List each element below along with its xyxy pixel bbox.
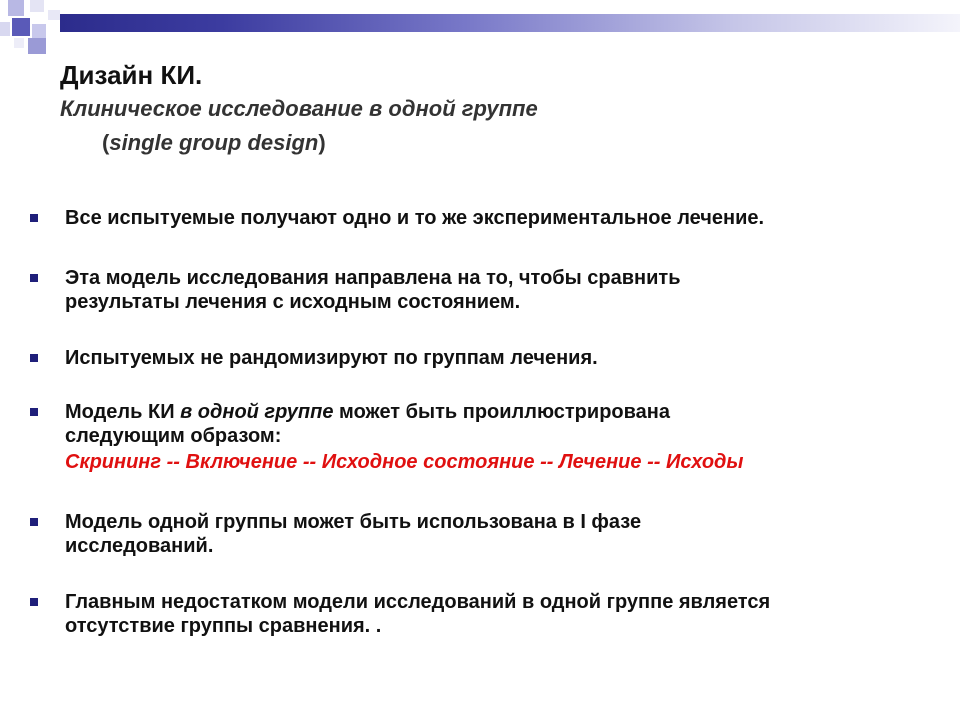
decor-square [32, 24, 46, 38]
bullet-text: Модель одной группы может быть использована в I фазе [65, 511, 642, 533]
bullet-text-italic: в одной группе [180, 401, 334, 423]
bullet-text: отсутствие группы сравнения. . [65, 615, 382, 637]
square-bullet-icon [30, 274, 38, 282]
paren-open: ( [102, 130, 110, 155]
paren-close: ) [318, 130, 326, 155]
bullet-text-part: Модель КИ [65, 401, 181, 423]
slide-title [60, 58, 920, 160]
decor-square [48, 10, 60, 20]
decor-square [0, 22, 10, 36]
bullet-text: исследований. [65, 535, 214, 557]
decor-square [28, 38, 46, 54]
flow-sequence-text: Скрининг -- Включение -- Исходное состояние -- Лечение -- Исходы [65, 451, 744, 473]
decor-square [8, 0, 24, 16]
square-bullet-icon [30, 598, 38, 606]
title-main: Дизайн КИ. [60, 60, 203, 90]
bullet-text: Главным недостатком модели исследований в одной группе является [65, 591, 771, 613]
title-english-term: single group design [109, 130, 319, 155]
bullet-text: результаты лечения с исходным состоянием. [65, 291, 521, 313]
square-bullet-icon [30, 214, 38, 222]
decor-square [14, 38, 24, 48]
square-bullet-icon [30, 518, 38, 526]
bullet-text [65, 400, 925, 424]
bullet-text: Испытуемых не рандомизируют по группам лечения. [65, 347, 598, 369]
title-subtitle: Клиническое исследование в одной группе [60, 96, 538, 121]
bullet-text: Эта модель исследования направлена на то, чтобы сравнить [65, 267, 681, 289]
bullet-text-part: может быть проиллюстрирована [333, 401, 670, 423]
header-gradient-bar [60, 14, 960, 32]
bullet-text: следующим образом: [65, 425, 282, 447]
decor-square [30, 0, 44, 12]
decor-square [12, 18, 30, 36]
title-english [60, 126, 920, 160]
square-bullet-icon [30, 408, 38, 416]
square-bullet-icon [30, 354, 38, 362]
bullet-text: Все испытуемые получают одно и то же экспериментальное лечение. [65, 207, 765, 229]
